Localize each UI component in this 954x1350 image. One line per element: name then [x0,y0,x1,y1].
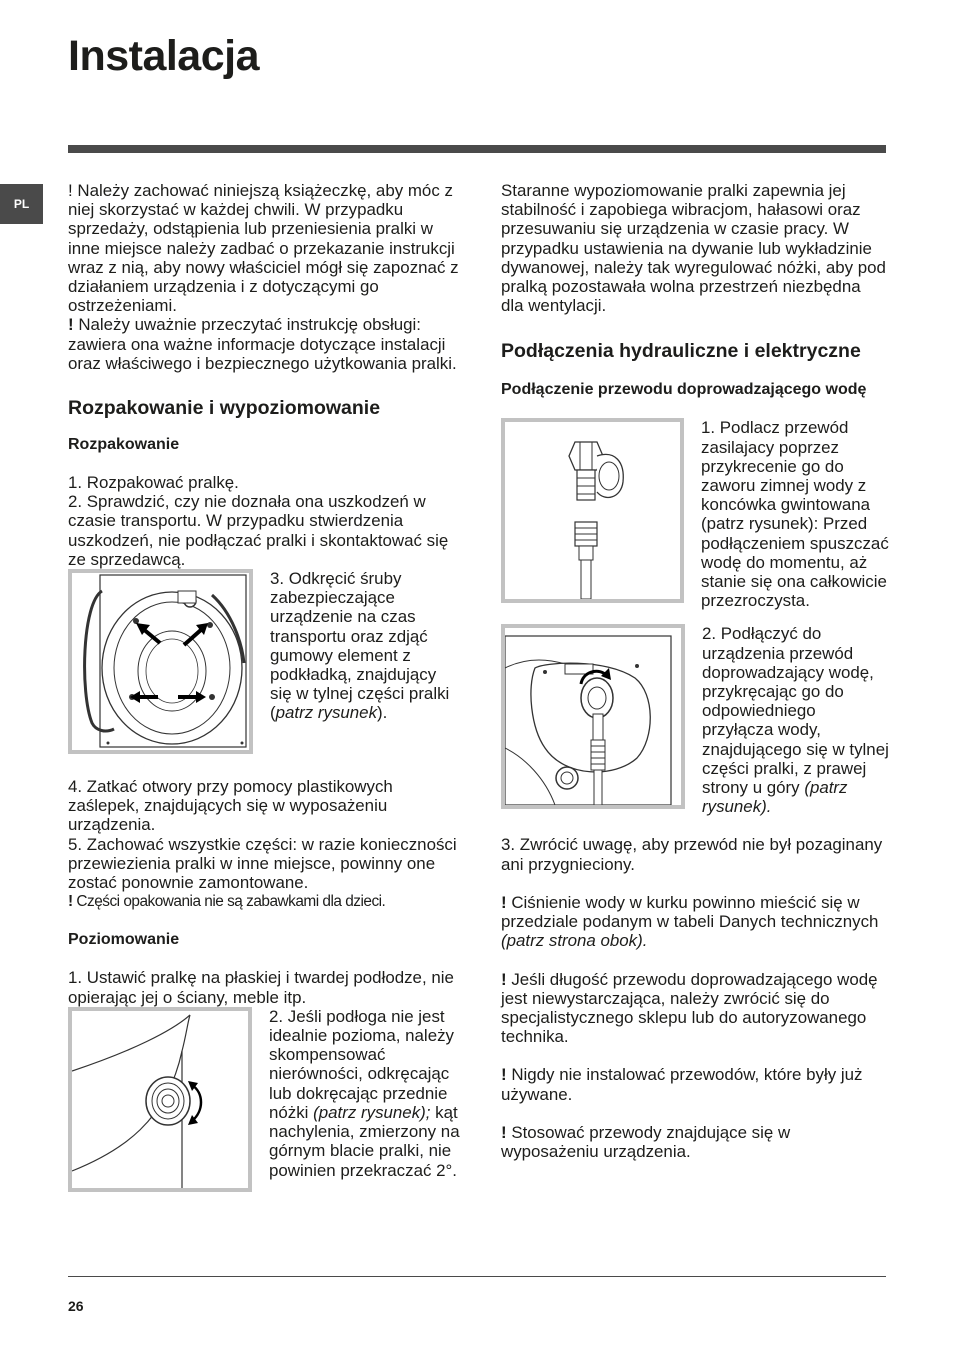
language-tab: PL [0,184,43,224]
water-pressure-note: ! Ciśnienie wody w kurku powinno mieścić się w przedziale podanym w tabeli Danych technicznych (patrz strona obok). [501,892,879,951]
section-heading-hydraulic-electric: Podłączenia hydrauliczne i elektryczne [501,340,861,363]
unpack-step-2: 2. Sprawdzić, czy nie doznała ona uszkodzeń w czasie transportu. W przypadku stwierdzenia uszkodzeń, nie podłączać pralki i skontaktować się ze sprzedawcą. [68,492,449,569]
leveling-paragraph: Staranne wypoziomowanie pralki zapewnia jej stabilność i zapobiega wibracjom, hałasowi oraz przesuwaniu się urządzenia w czasie pracy. W przypadku ustawienia na dywanie lub wykładzinie dywanowej, należy tak wyregulować nóżki, aby pod pralką pozostawała wolna przestrzeń niezbędna dla wentylacji. [501,181,886,316]
level-step-1: 1. Ustawić pralkę na płaskiej i twardej podłodze, nie opierając jej o ściany, meble itp. [68,968,454,1007]
right-column [501,181,891,1161]
unpacking-heading: Rozpakowanie [68,436,180,454]
hose-length-note: ! Jeśli długość przewodu doprowadzającego wodę jest niewystarczająca, należy zwrócić się do specjalistycznego sklepu lub do autoryzowanego technika. [501,969,878,1047]
unpack-step-4: 4. Zatkać otwory przy pomocy plastikowych zaślepek, znajdujących się w wyposażeniu urządzenia. [68,777,393,835]
bottom-divider [68,1276,886,1277]
machine-inlet-connection-figure [501,624,685,809]
rear-transport-bolts-figure [68,569,253,754]
intro-paragraph-1: ! Należy zachować niniejszą książeczkę, aby móc z niej skorzystać w każdej chwili. W przypadku sprzedaży, odstąpienia lub przeniesienia pralki w inne miejsce należy zadbać o przekazanie instrukcji wraz z nią, aby nowy właściciel mógł się zapoznać z działaniem urządzenia i z dotyczącymi go ostrzeżeniami. [68,181,459,316]
level-step-2: 2. Jeśli podłoga nie jest idealnie pozioma, należy skompensować nierówności, odkręcając lub dokręcając przednie nóżki (patrz rysunek); kąt nachylenia, zmierzony na górnym blacie pralki, nie powinien przekraczać 2°. [269,1006,460,1180]
intro-paragraph-2: ! Należy uważnie przeczytać instrukcję obsługi: zawiera ona ważne informacje dotyczące instalacji oraz właściwego i bezpiecznego użytkowania pralki. [68,315,457,373]
inlet-hose-heading: Podłączenie przewodu doprowadzającego wodę [501,381,867,399]
page-number: 26 [68,1298,84,1314]
section-heading-unpacking-leveling: Rozpakowanie i wypoziomowanie [68,397,381,420]
inlet-step-3: 3. Zwrócić uwagę, aby przewód nie był pozaginany ani przygnieciony. [501,835,883,874]
top-divider [68,145,886,153]
inlet-step-2: 2. Podłączyć do urządzenia przewód doprowadzający wodę, przykręcając go do odpowiedniego przyłącza wody, znajdującego się w tylnej części pralki, z prawej strony u góry (patrz rysunek). [702,624,889,817]
packaging-warning: ! Części opakowania nie są zabawkami dla dzieci. [68,893,386,911]
inlet-step-1: 1. Podlacz przewód zasilajacy poprzez przykrecenie go do zaworu zimnej wody z koncówka gwintowana (patrz rysunek): Przed podłączeniem spuszczać wodę do momentu, aż stanie się ona całkowicie przezroczysta. [701,418,889,611]
unpack-step-3: 3. Odkręcić śruby zabezpieczające urządzenie na czas transportu oraz zdjąć gumowy element z podkładką, znajdujący się w tylnej części pralki (patrz rysunek). [270,569,450,723]
supplied-hoses-note: ! Stosować przewody znajdujące się w wyposażeniu urządzenia. [501,1122,791,1161]
used-hoses-note: ! Nigdy nie instalować przewodów, które były już używane. [501,1065,863,1104]
adjustable-foot-figure [68,1007,252,1192]
leveling-heading: Poziomowanie [68,931,180,949]
unpack-step-5: 5. Zachować wszystkie części: w razie konieczności przewiezienia pralki w inne miejsce, powinny one zostać ponownie zamontowane. [68,834,457,893]
tap-hose-connection-figure [501,418,684,603]
left-column [68,181,460,1196]
unpack-step-1: 1. Rozpakować pralkę. [68,473,239,493]
page-title: Instalacja [68,32,259,80]
